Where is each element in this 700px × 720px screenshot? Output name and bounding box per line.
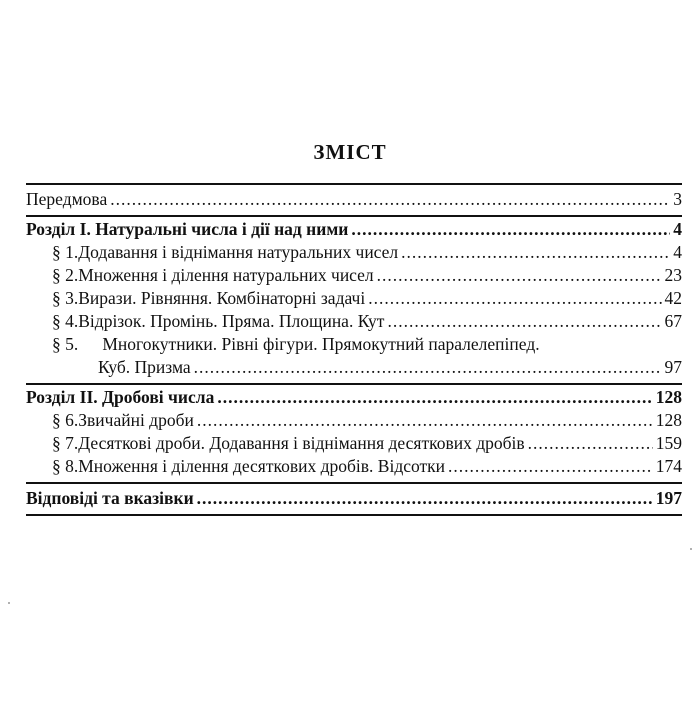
toc-page-number: 159 xyxy=(655,433,682,453)
toc-entry[interactable] xyxy=(26,432,682,455)
toc-entry-number: § 7. xyxy=(52,433,79,453)
toc-page-number: 3 xyxy=(673,189,682,209)
leader-dots xyxy=(387,310,661,333)
toc-page-number: 23 xyxy=(664,265,682,285)
leader-dots xyxy=(448,455,653,478)
toc-entry-preface[interactable] xyxy=(26,188,682,211)
toc-entry[interactable] xyxy=(26,409,682,432)
leader-dots xyxy=(110,188,670,211)
toc-page-number: 128 xyxy=(655,387,682,407)
toc-section-heading[interactable] xyxy=(26,386,682,409)
divider xyxy=(26,482,682,484)
toc-entry-number: § 5. xyxy=(52,334,79,354)
toc-page-number: 97 xyxy=(664,357,682,377)
page-title: ЗМІСТ xyxy=(313,140,387,164)
toc-entry[interactable] xyxy=(26,287,682,310)
divider xyxy=(26,183,682,185)
leader-dots xyxy=(401,241,670,264)
toc-entry[interactable] xyxy=(26,455,682,478)
toc-page-number: 67 xyxy=(664,311,682,331)
toc-entry-label: Відповіді та вказівки xyxy=(26,488,194,508)
toc-page-number: 197 xyxy=(655,488,682,508)
leader-dots xyxy=(528,432,653,455)
toc-entry-number: § 1. xyxy=(52,242,79,262)
toc-entry-continuation[interactable] xyxy=(26,356,682,379)
toc-entry-answers[interactable] xyxy=(26,487,682,510)
toc-entry[interactable] xyxy=(26,333,682,356)
toc-list xyxy=(26,181,682,516)
toc-entry-number: § 4. xyxy=(52,311,79,331)
toc-page-number: 4 xyxy=(673,219,682,239)
divider xyxy=(26,514,682,516)
toc-page-number: 42 xyxy=(664,288,682,308)
toc-entry-label: Десяткові дроби. Додавання і віднімання десяткових дробів xyxy=(78,433,525,453)
toc-entry-label: Відрізок. Промінь. Пряма. Площина. Кут xyxy=(78,311,385,331)
toc-entry-number: § 3. xyxy=(52,288,79,308)
toc-entry-label: Вирази. Рівняння. Комбінаторні задачі xyxy=(78,288,366,308)
leader-dots xyxy=(368,287,661,310)
toc-entry-label: Многокутники. Рівні фігури. Прямокутний паралелепіпед. xyxy=(102,334,540,354)
leader-dots xyxy=(197,487,653,510)
toc-entry-number: § 8. xyxy=(52,456,79,476)
scan-speck xyxy=(8,602,10,604)
leader-dots xyxy=(377,264,662,287)
toc-entry-label: Звичайні дроби xyxy=(78,410,194,430)
leader-dots xyxy=(351,218,670,241)
toc-entry-label: Множення і ділення натуральних чисел xyxy=(78,265,374,285)
section-part2 xyxy=(26,385,682,479)
toc-entry-number: § 2. xyxy=(52,265,79,285)
toc-page-number: 128 xyxy=(655,410,682,430)
toc-entry[interactable] xyxy=(26,310,682,333)
toc-entry-label: Множення і ділення десяткових дробів. Відсотки xyxy=(78,456,446,476)
scan-speck xyxy=(690,548,692,550)
toc-entry-number: § 6. xyxy=(52,410,79,430)
toc-entry-label: Куб. Призма xyxy=(98,357,191,377)
leader-dots xyxy=(197,409,653,432)
leader-dots xyxy=(217,386,652,409)
toc-entry-label: Розділ І. Натуральні числа і дії над ними xyxy=(26,219,349,239)
toc-entry[interactable] xyxy=(26,241,682,264)
toc-page-number: 174 xyxy=(655,456,682,476)
toc-entry[interactable] xyxy=(26,264,682,287)
toc-section-heading[interactable] xyxy=(26,218,682,241)
toc-entry-label: Додавання і віднімання натуральних чисел xyxy=(78,242,399,262)
toc-entry-label: Передмова xyxy=(26,189,108,209)
section-part1 xyxy=(26,217,682,380)
toc-entry-label: Розділ ІІ. Дробові числа xyxy=(26,387,215,407)
leader-dots xyxy=(194,356,662,379)
toc-page-number: 4 xyxy=(673,242,682,262)
